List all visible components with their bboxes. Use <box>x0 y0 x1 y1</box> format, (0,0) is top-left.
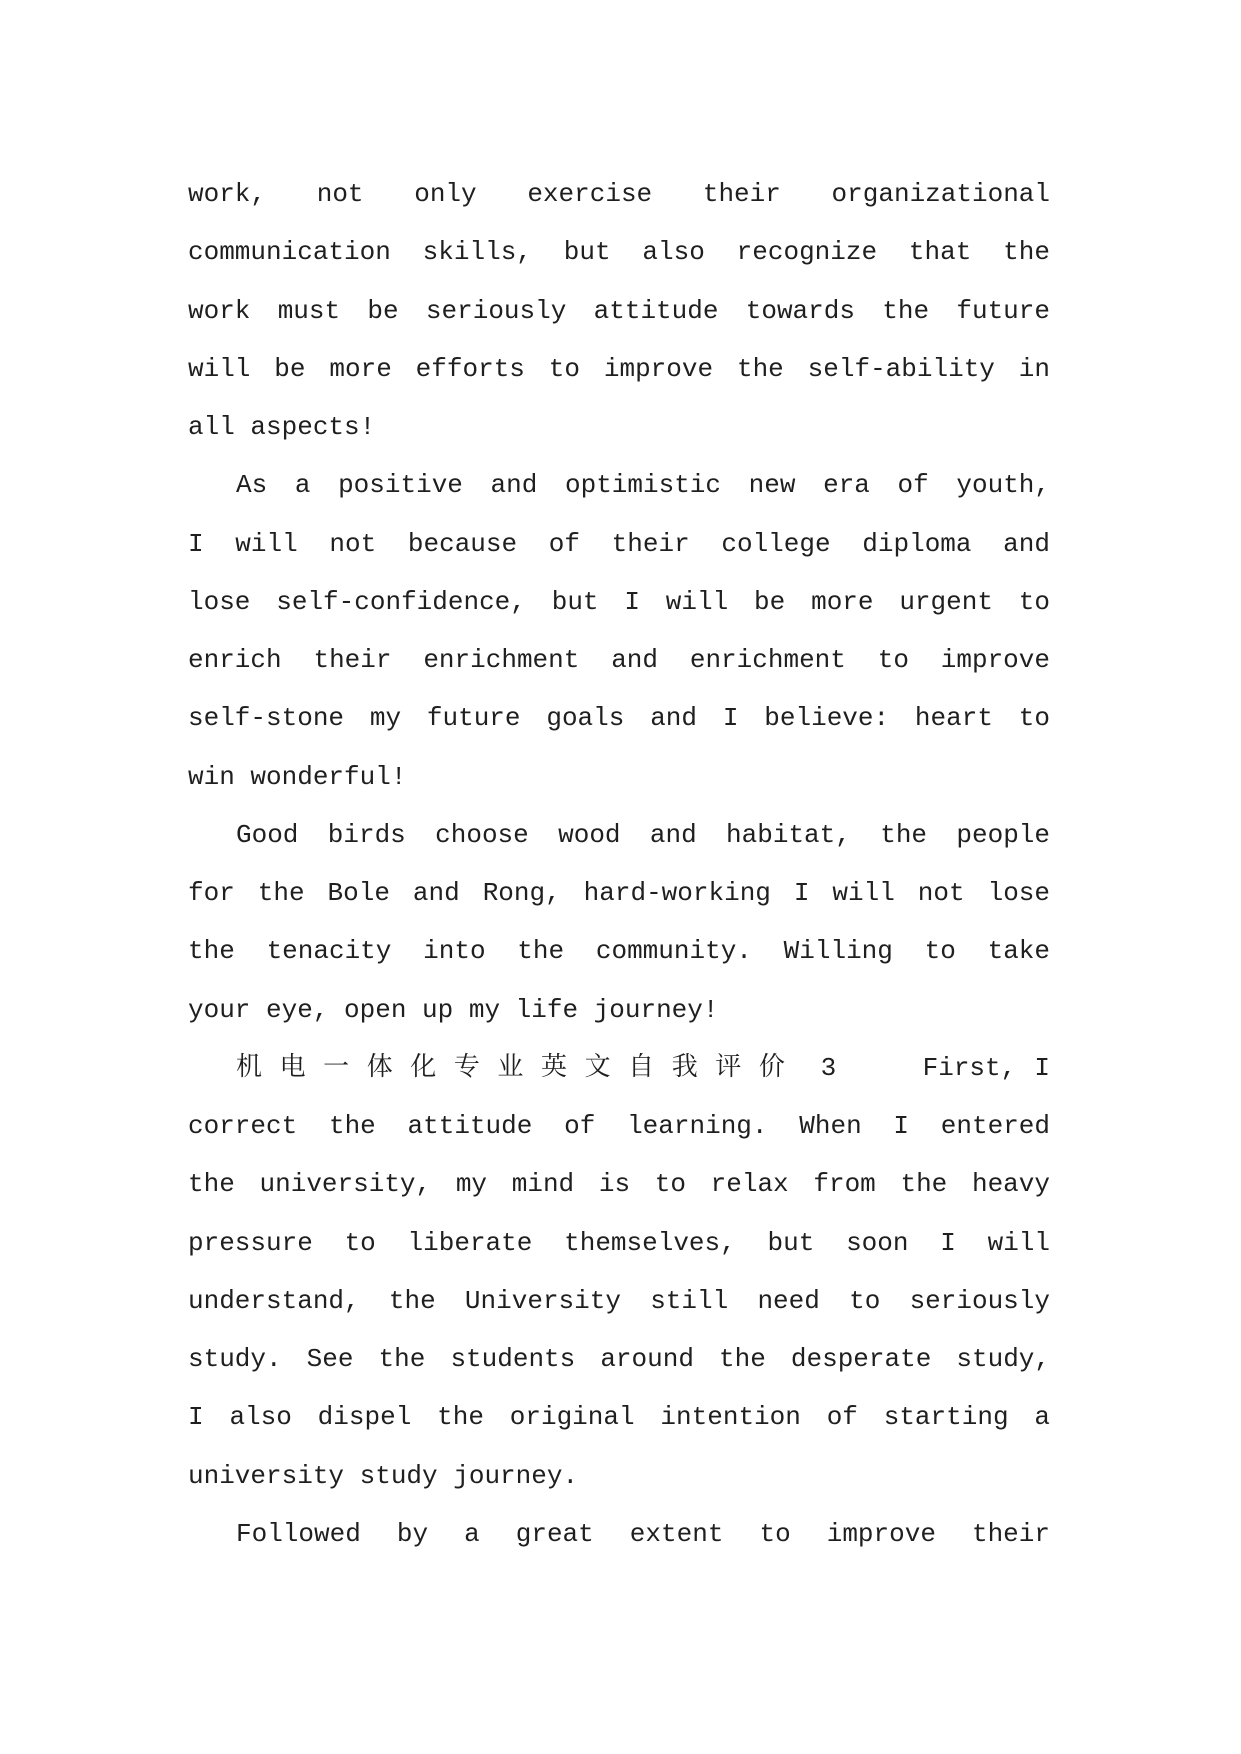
paragraph <box>188 806 1050 1039</box>
paragraph <box>188 1039 1050 1505</box>
text-line: for the Bole and Rong, hard-working I will not lose <box>188 878 1050 908</box>
text-line: the tenacity into the community. Willing to take <box>188 936 1050 967</box>
text-line: pressure to liberate themselves, but soon I will <box>188 1227 1050 1258</box>
text-line: As a positive and optimistic new era of youth, <box>236 470 1050 501</box>
text-line: win wonderful! <box>188 761 407 792</box>
document-text-block <box>188 165 1050 1563</box>
text-line: work must be seriously attitude towards the future <box>188 295 1050 326</box>
section-number: 3 <box>820 1052 837 1083</box>
text-line: university study journey. <box>188 1460 579 1491</box>
text-line: all aspects! <box>188 412 376 442</box>
text-line: communication skills, but also recognize that the <box>188 237 1050 268</box>
text-line: Good birds choose wood and habitat, the people <box>236 819 1050 850</box>
text-line: will be more efforts to improve the self-ability in <box>188 353 1050 384</box>
text-line: study. See the students around the desperate study, <box>188 1344 1050 1374</box>
text-line: correct the attitude of learning. When I entered <box>188 1111 1050 1141</box>
text-line-cjk-heading <box>188 1039 1050 1097</box>
text-line: the university, my mind is to relax from the heavy <box>188 1169 1050 1200</box>
inline-spacer <box>854 1074 904 1075</box>
cjk-heading-text: 机电一体化专业英文自我评价 <box>236 1052 803 1083</box>
text-line: Followed by a great extent to improve their <box>236 1518 1050 1549</box>
text-line: lose self-confidence, but I will be more urgent to <box>188 586 1050 617</box>
text-line: enrich their enrichment and enrichment to improve <box>188 645 1050 675</box>
inline-english-text: First, I <box>922 1052 1051 1083</box>
text-line: understand, the University still need to seriously <box>188 1285 1050 1316</box>
text-line: I also dispel the original intention of starting a <box>188 1402 1050 1433</box>
paragraph <box>188 1505 1050 1563</box>
text-line: I will not because of their college diploma and <box>188 528 1050 559</box>
paragraph <box>188 456 1050 806</box>
paragraph <box>188 165 1050 456</box>
text-line: work, not only exercise their organizational <box>188 179 1050 209</box>
text-line: your eye, open up my life journey! <box>188 994 719 1025</box>
text-line: self-stone my future goals and I believe: heart to <box>188 703 1050 734</box>
